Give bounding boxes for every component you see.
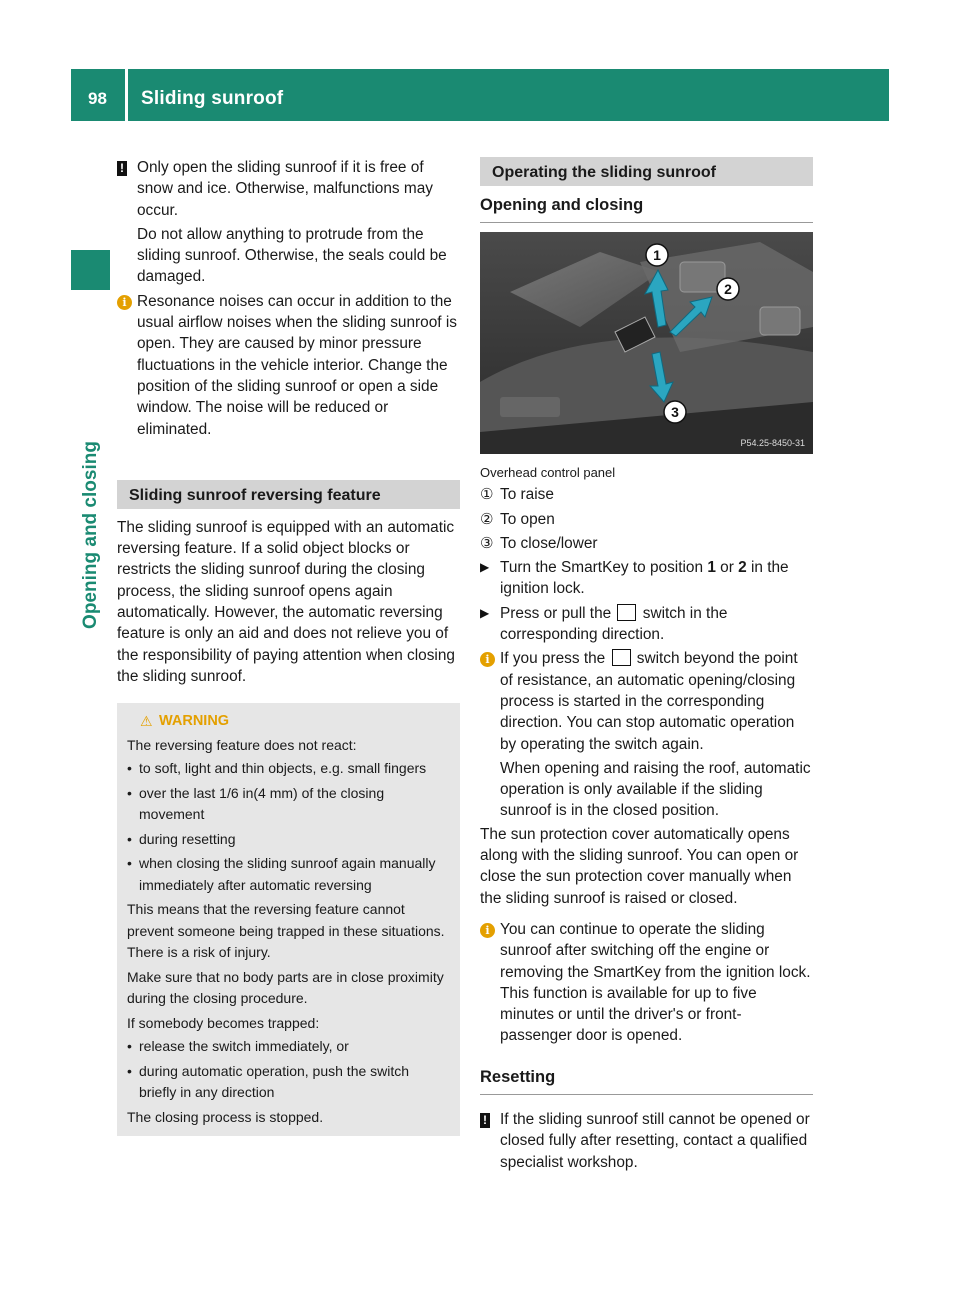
- overhead-control-panel-photo: [480, 232, 813, 454]
- photo-caption: Overhead control panel: [480, 465, 616, 481]
- info-block: i If you press the switch beyond the point of resistance, an automatic opening/closing process is started in the corresponding direction. You can stop automatic operation by operating the switch again. When opening and raising the roof, automatic operation is only available if the sliding sunroof is in the closed position.: [480, 648, 813, 821]
- list-item: • to soft, light and thin objects, e.g. small fingers: [127, 758, 450, 780]
- warning-list: [127, 1036, 450, 1104]
- subsection-heading: Opening and closing: [480, 195, 813, 223]
- list-item: • during automatic operation, push the switch briefly in any direction: [127, 1061, 450, 1104]
- body-paragraph: The sliding sunroof is equipped with an automatic reversing feature. If a solid object blocks or restricts the sliding sunroof during the closing process, the sliding sunroof opens again automatically. However, the automatic reversing feature is only an aid and does not relieve you of the responsibility of paying attention when closing the sliding sunroof.: [117, 518, 455, 685]
- switch-icon: [617, 604, 636, 621]
- chapter-title: Sliding sunroof: [141, 88, 284, 109]
- info-icon: i: [480, 648, 495, 669]
- subsection-heading: Resetting: [480, 1067, 813, 1095]
- step-arrow-icon: ▶: [480, 560, 490, 575]
- note-block: [480, 1109, 813, 1173]
- section-heading: Operating the sliding sunroof: [480, 157, 813, 186]
- warning-paragraph: If somebody becomes trapped:: [127, 1014, 320, 1031]
- photo-code: P54.25-8450-31: [740, 438, 805, 449]
- callout-label: 1: [653, 247, 661, 264]
- warning-icon: ⚠: [140, 713, 153, 730]
- legend-item: ① To raise: [480, 486, 554, 504]
- note-icon: !: [117, 157, 127, 178]
- callout-label: 2: [724, 281, 732, 298]
- switch-icon: [612, 649, 631, 666]
- list-item: • release the switch immediately, or: [127, 1036, 450, 1058]
- right-column: [480, 157, 813, 1173]
- warning-box: [117, 703, 460, 1136]
- info-icon: i: [117, 291, 132, 312]
- list-item: • over the last 1/6 in(4 mm) of the closing movement: [127, 783, 450, 826]
- note-icon: !: [480, 1109, 490, 1130]
- side-tab-label: Opening and closing: [80, 441, 101, 629]
- warning-title: ⚠ WARNING: [127, 711, 450, 733]
- warning-paragraph: Make sure that no body parts are in close proximity during the closing procedure.: [127, 968, 444, 1007]
- list-item: • during resetting: [127, 829, 450, 851]
- info-paragraph: You can continue to operate the sliding sunroof after switching off the engine or removing the SmartKey from the ignition lock. This function is available for up to five minutes or until the driver's or front-passenger door is opened.: [500, 920, 811, 1045]
- warning-paragraph: This means that the reversing feature cannot prevent someone being trapped in these situations. There is a risk of injury.: [127, 901, 445, 961]
- header-divider: [125, 69, 128, 121]
- info-block: [117, 291, 460, 440]
- callout-label: 3: [671, 404, 679, 421]
- body-paragraph: The sun protection cover automatically opens along with the sliding sunroof. You can open or close the sun protection cover manually when the sliding sunroof is raised or closed.: [480, 825, 799, 907]
- note-paragraph: Only open the sliding sunroof if it is free of snow and ice. Otherwise, malfunctions may occur.: [137, 159, 433, 219]
- warning-paragraph: The closing process is stopped.: [127, 1108, 324, 1125]
- warning-intro: The reversing feature does not react:: [127, 736, 357, 753]
- info-paragraph: Resonance noises can occur in addition to the usual airflow noises when the sliding sunroof is open. They are caused by minor pressure fluctuations in the vehicle interior. Change the position of the sliding sunroof or open a side window. The noise will be reduced or eliminated.: [137, 292, 457, 438]
- note-paragraph: If the sliding sunroof still cannot be opened or closed fully after resetting, contact a qualified specialist workshop.: [500, 1111, 810, 1171]
- section-heading: Sliding sunroof reversing feature: [117, 480, 460, 509]
- list-item: • when closing the sliding sunroof again manually immediately after automatic reversing: [127, 853, 450, 896]
- step-arrow-icon: ▶: [480, 605, 490, 620]
- instruction-step: ▶ Turn the SmartKey to position 1 or 2 in the ignition lock.: [480, 559, 789, 598]
- info-block: [480, 919, 813, 1047]
- legend-item: ② To open: [480, 510, 555, 528]
- info-icon: i: [480, 919, 495, 940]
- left-column: [117, 157, 460, 1136]
- note-paragraph: Do not allow anything to protrude from the sliding sunroof. Otherwise, the seals could be damaged.: [137, 225, 447, 286]
- legend-item: ③ To close/lower: [480, 534, 598, 552]
- note-block: [117, 157, 460, 288]
- control-panel-illustration: [480, 232, 813, 454]
- legend-list: [480, 484, 813, 554]
- warning-list: [127, 758, 450, 896]
- instruction-step: ▶ Press or pull the switch in the corresponding direction.: [480, 604, 728, 644]
- side-tab-marker: [71, 250, 110, 290]
- page-number: 98: [88, 89, 107, 108]
- info-paragraph: When opening and raising the roof, automatic operation is only available if the sliding sunroof is in the closed position.: [500, 759, 811, 820]
